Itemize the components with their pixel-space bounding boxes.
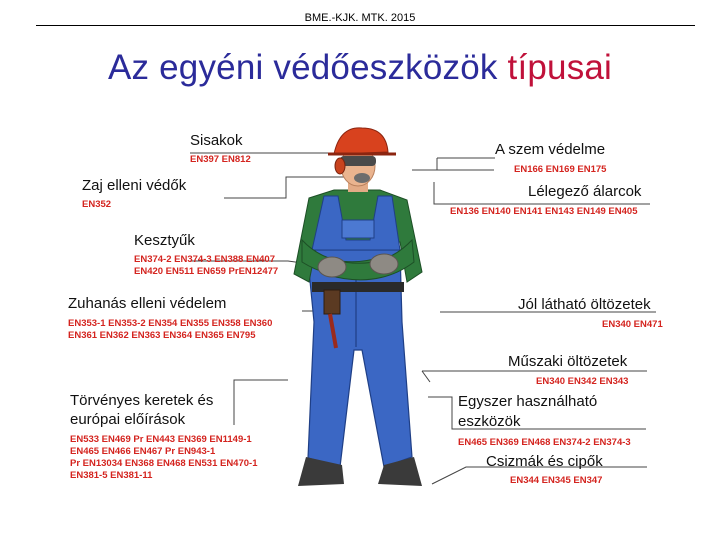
label-jol-lathato-oltozetek: Jól látható öltözetek [518, 296, 651, 313]
slide-header: BME.-KJK. MTK. 2015 [304, 12, 416, 24]
std-csizmak: EN344 EN345 EN347 [510, 475, 603, 486]
header-rule [36, 25, 695, 26]
label-zuhanas-elleni-vedelem: Zuhanás elleni védelem [68, 295, 227, 312]
std-szem-vedelme: EN166 EN169 EN175 [514, 164, 607, 175]
label-csizmak-es-cipok: Csizmák és cipők [486, 453, 603, 470]
std-torveny-3: Pr EN13034 EN368 EN468 EN531 EN470-1 [70, 458, 258, 469]
label-zaj-elleni-vedok: Zaj elleni védők [82, 177, 187, 194]
std-zuhanas-1: EN353-1 EN353-2 EN354 EN355 EN358 EN360 [68, 318, 273, 329]
title-accent: típusai [507, 48, 613, 87]
slide-title [0, 48, 720, 88]
label-eszkozok: eszközök [458, 413, 521, 430]
label-sisakok: Sisakok [190, 132, 243, 149]
label-muszaki-oltozetek: Műszaki öltözetek [508, 353, 628, 370]
std-jol-lathato: EN340 EN471 [602, 319, 663, 330]
label-torvenyes-keretek: Törvényes keretek és [70, 392, 214, 409]
std-torveny-1: EN533 EN469 Pr EN443 EN369 EN1149-1 [70, 434, 252, 445]
label-kesztyuk: Kesztyűk [134, 232, 195, 249]
label-europai-eloirasok: európai előírások [70, 411, 186, 428]
title-main: Az egyéni védőeszközök [107, 48, 498, 87]
std-zaj-elleni-vedok: EN352 [82, 199, 112, 210]
std-torveny-4: EN381-5 EN381-11 [70, 470, 153, 481]
std-sisakok: EN397 EN812 [190, 154, 251, 165]
std-torveny-2: EN465 EN466 EN467 Pr EN943-1 [70, 446, 216, 457]
std-zuhanas-2: EN361 EN362 EN363 EN364 EN365 EN795 [68, 330, 256, 341]
std-kesztyuk-2: EN420 EN511 EN659 PrEN12477 [134, 266, 279, 277]
label-szem-vedelme: A szem védelme [495, 141, 606, 158]
label-legzo-alarcok: Lélegező álarcok [528, 183, 642, 200]
std-kesztyuk-1: EN374-2 EN374-3 EN388 EN407 [134, 254, 276, 265]
std-muszaki: EN340 EN342 EN343 [536, 376, 629, 387]
std-egyszer: EN465 EN369 EN468 EN374-2 EN374-3 [458, 437, 631, 448]
std-legzo-alarcok: EN136 EN140 EN141 EN143 EN149 EN405 [450, 206, 638, 217]
label-egyszer-hasznalhato: Egyszer használható [458, 393, 598, 410]
ppe-illustration [62, 122, 674, 540]
